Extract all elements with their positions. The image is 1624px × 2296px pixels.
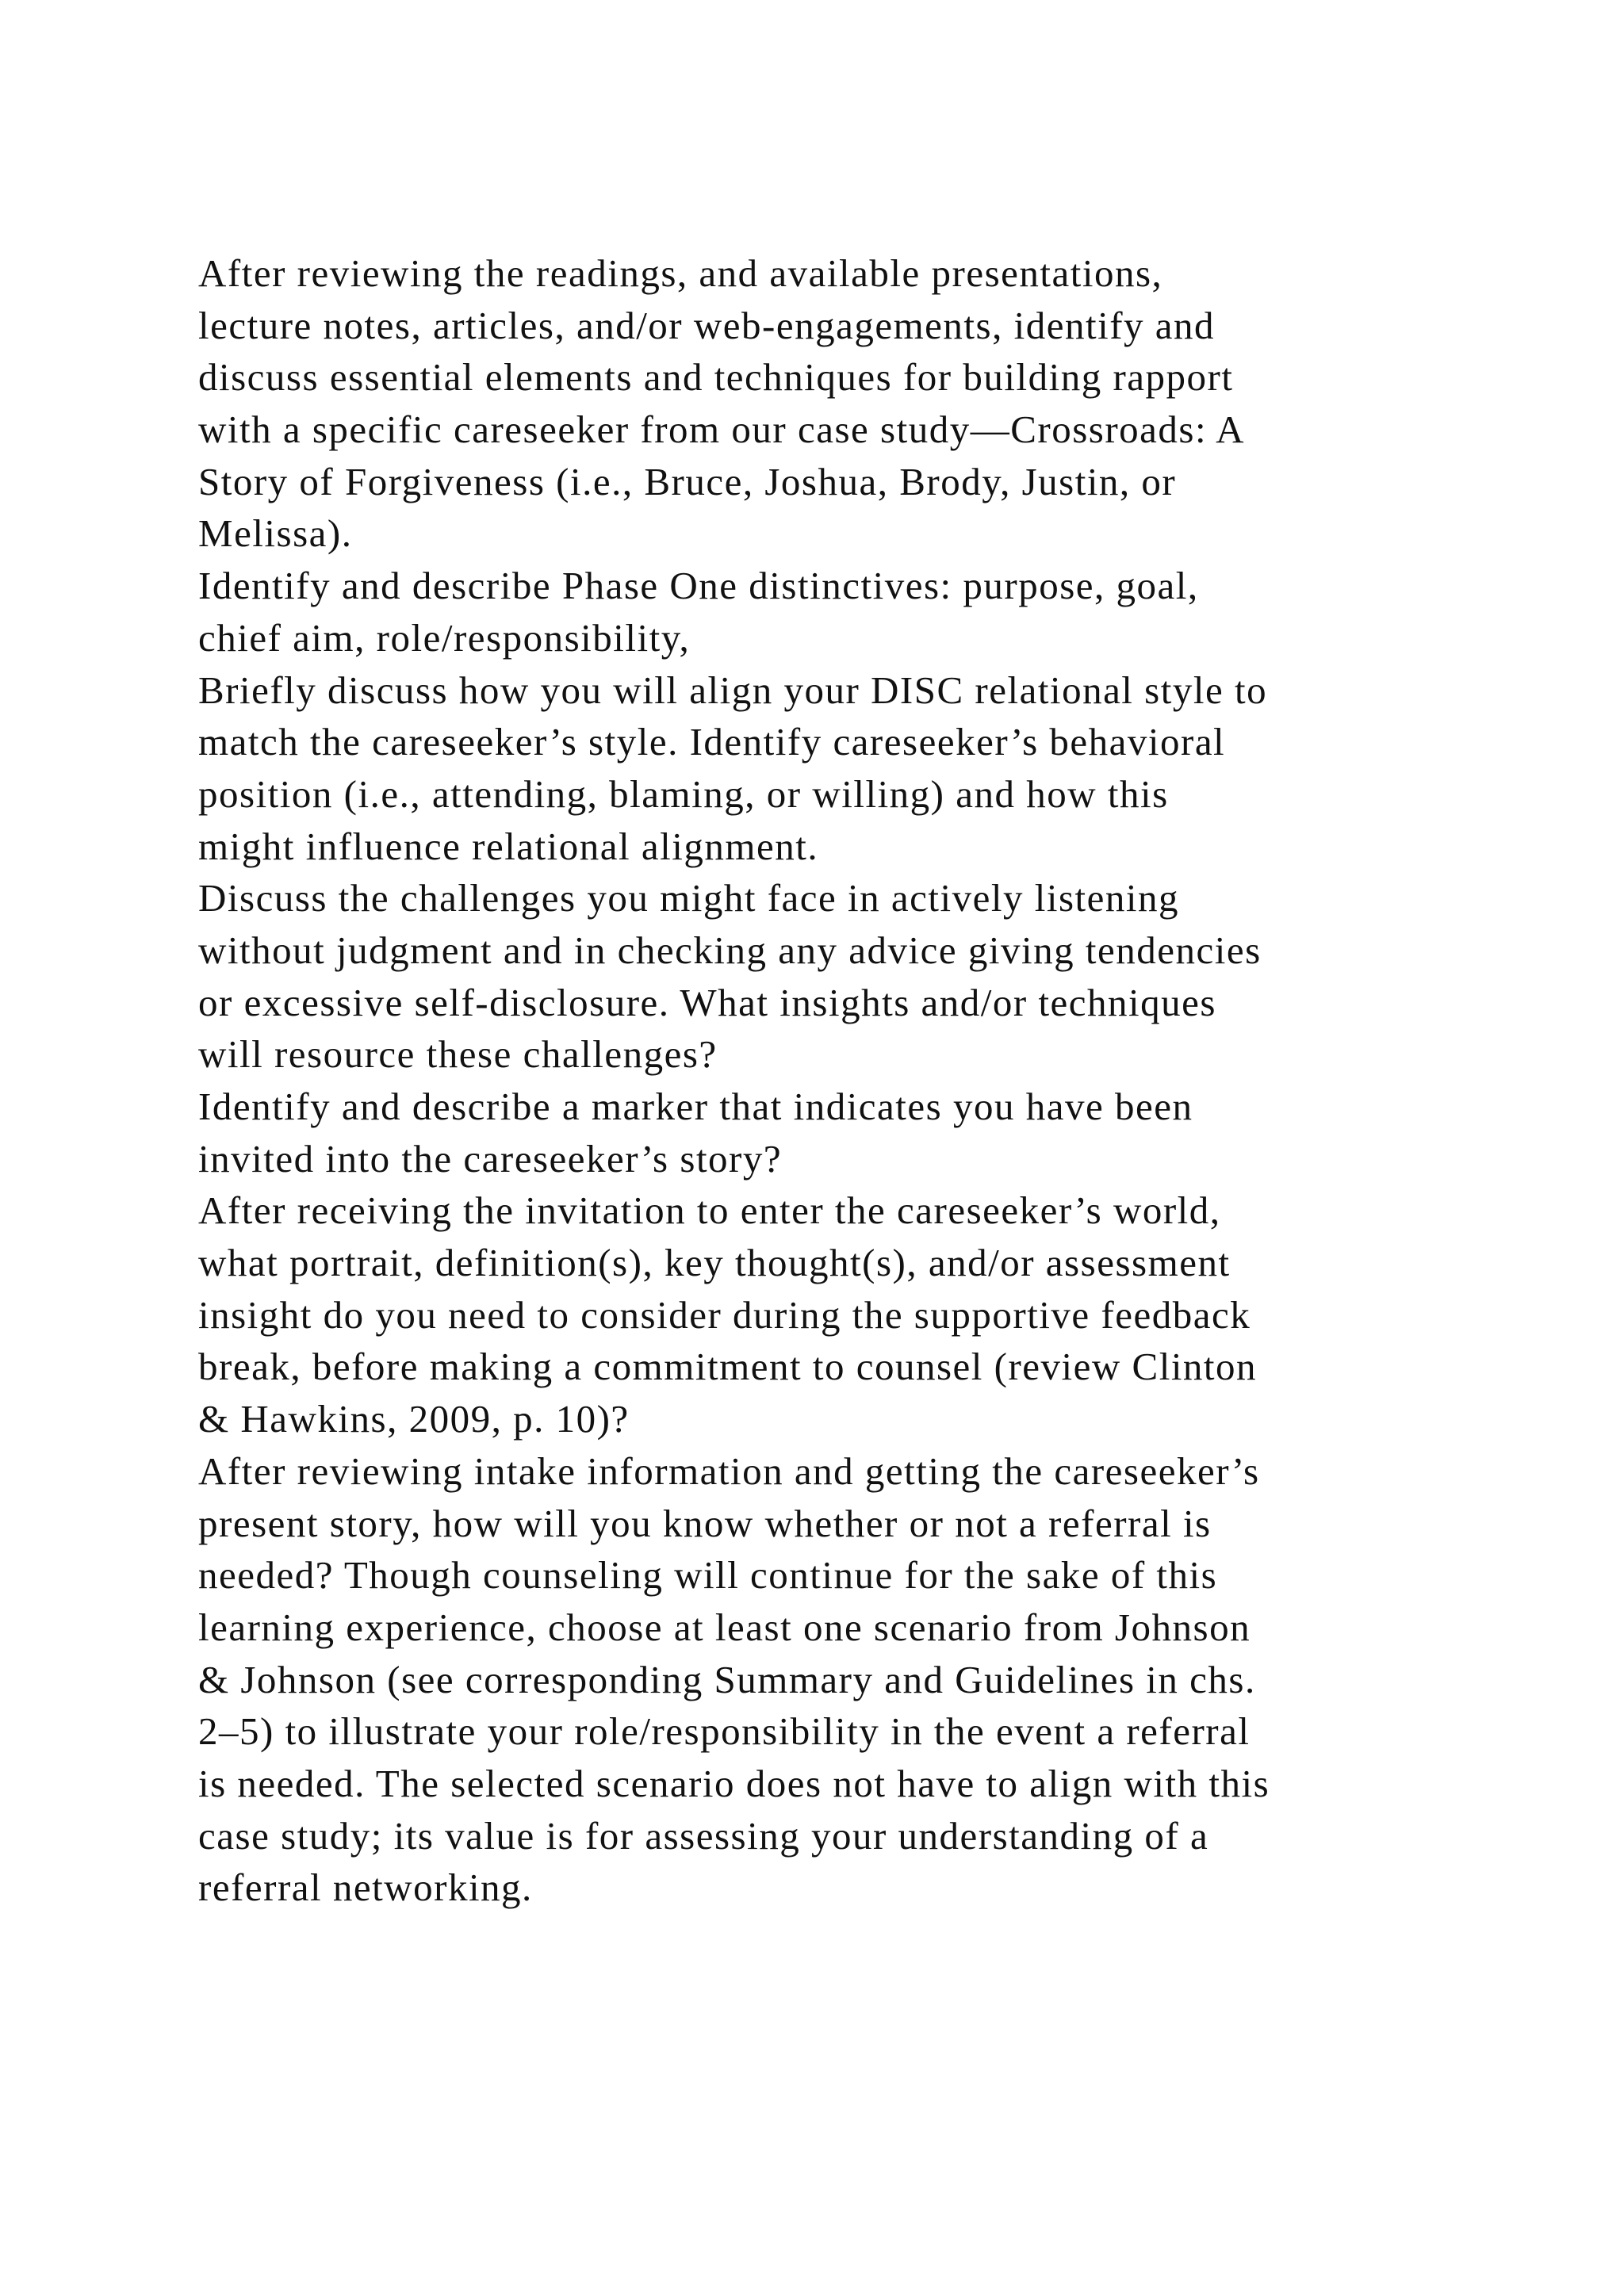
text-line: match the careseeker’s style. Identify careseeker’s behavioral [198,720,1226,764]
text-line: break, before making a commitment to counsel (review Clinton [198,1345,1258,1389]
text-line: invited into the careseeker’s story? [198,1136,783,1181]
text-line: with a specific careseeker from our case study—Crossroads: A [198,408,1246,452]
text-line: will resource these challenges? [198,1032,718,1077]
text-line: After reviewing the readings, and available presentations, [198,251,1163,295]
text-line: referral networking. [198,1866,533,1910]
text-line: what portrait, definition(s), key thought(s), and/or assessment [198,1241,1231,1285]
text-line: Briefly discuss how you will align your DISC relational style to [198,668,1268,712]
text-line: lecture notes, articles, and/or web-engagements, identify and [198,303,1216,347]
document-body [198,247,1443,1914]
text-line: Identify and describe Phase One distinctives: purpose, goal, [198,564,1199,608]
text-line: & Johnson (see corresponding Summary and Guidelines in chs. [198,1657,1256,1701]
text-line: insight do you need to consider during the supportive feedback [198,1292,1251,1337]
text-line: without judgment and in checking any advice giving tendencies [198,928,1262,972]
text-line: 2–5) to illustrate your role/responsibility in the event a referral [198,1709,1251,1754]
text-line: After reviewing intake information and getting the careseeker’s [198,1448,1260,1493]
text-line: Story of Forgiveness (i.e., Bruce, Joshua, Brody, Justin, or [198,459,1177,503]
text-line: Identify and describe a marker that indicates you have been [198,1085,1193,1128]
text-line: position (i.e., attending, blaming, or willing) and how this [198,771,1169,816]
text-line: might influence relational alignment. [198,824,819,868]
text-line: & Hawkins, 2009, p. 10)? [198,1397,630,1441]
text-line: or excessive self-disclosure. What insights and/or techniques [198,980,1216,1024]
text-line: case study; its value is for assessing your understanding of a [198,1813,1209,1858]
text-line: discuss essential elements and techniques for building rapport [198,355,1234,400]
text-line: needed? Though counseling will continue for the sake of this [198,1553,1218,1598]
text-line: is needed. The selected scenario does not have to align with this [198,1761,1270,1805]
text-line: present story, how will you know whether or not a referral is [198,1501,1212,1545]
text-line: learning experience, choose at least one scenario from Johnson [198,1605,1251,1649]
text-line: Discuss the challenges you might face in actively listening [198,876,1179,920]
text-line: chief aim, role/responsibility, [198,615,691,660]
text-line: Melissa). [198,511,353,556]
text-line: After receiving the invitation to enter the careseeker’s world, [198,1188,1221,1233]
